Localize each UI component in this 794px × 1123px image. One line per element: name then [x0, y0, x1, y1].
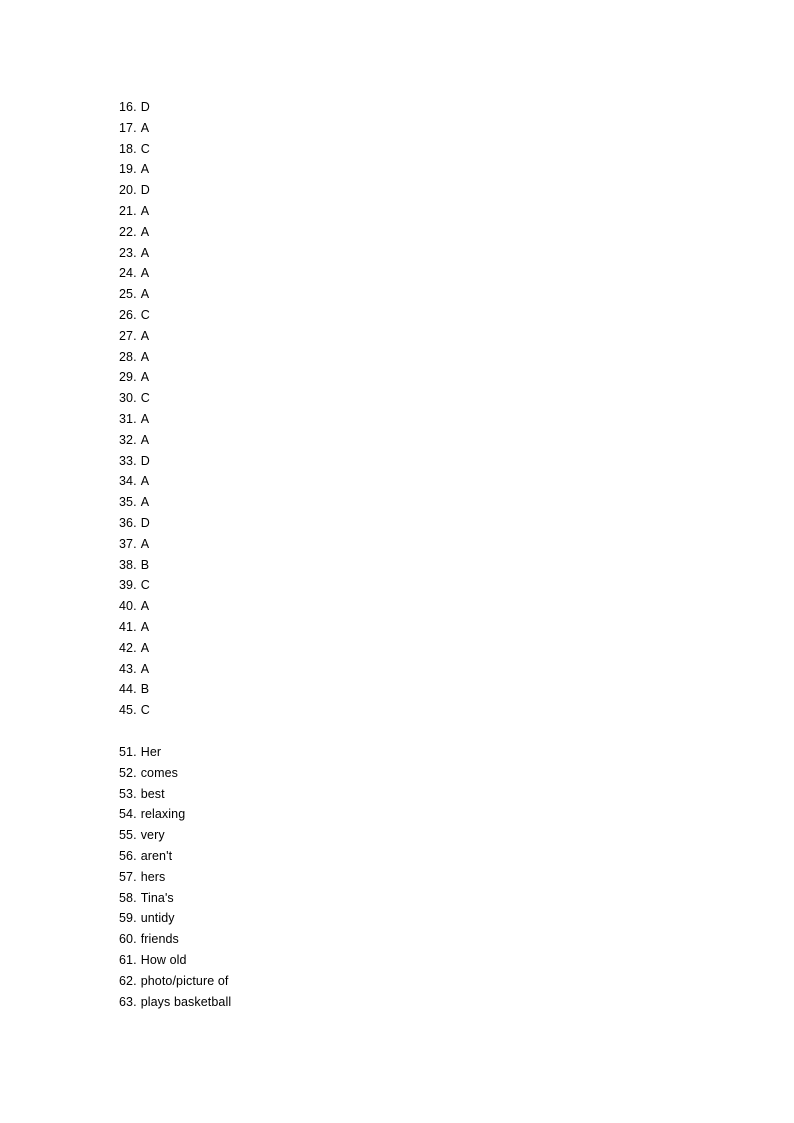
answer-text: C: [140, 703, 150, 718]
answer-number: 22.: [119, 224, 137, 239]
answer-number: 31.: [119, 411, 137, 426]
answer-text: hers: [140, 869, 166, 884]
answer-text: B: [140, 557, 150, 572]
answer-item: [119, 763, 231, 784]
answer-number: 26.: [119, 307, 137, 322]
answer-number: 63.: [119, 994, 137, 1009]
answer-number: 42.: [119, 640, 137, 655]
answer-item: [119, 700, 150, 721]
answer-number: 53.: [119, 786, 137, 801]
answer-item: [119, 222, 150, 243]
answer-text: Tina's: [140, 890, 174, 905]
answer-text: Her: [140, 745, 162, 759]
answer-item: [119, 263, 150, 284]
answer-text: best: [140, 786, 165, 801]
answer-text: A: [140, 224, 150, 239]
answer-text: D: [140, 515, 150, 530]
answer-number: 21.: [119, 203, 137, 218]
answer-item: [119, 804, 231, 825]
answer-item: [119, 617, 150, 638]
answer-item: [119, 471, 150, 492]
answer-text: C: [140, 307, 150, 322]
answer-item: [119, 243, 150, 264]
answer-item: [119, 971, 231, 992]
answer-item: [119, 784, 231, 805]
answer-item: [119, 388, 150, 409]
multiple-choice-answer-list: [119, 97, 150, 721]
answer-number: 57.: [119, 869, 137, 884]
answer-item: [119, 430, 150, 451]
answer-number: 41.: [119, 619, 137, 634]
answer-number: 20.: [119, 183, 137, 198]
answer-text: C: [140, 141, 150, 156]
answer-number: 37.: [119, 536, 137, 551]
answer-number: 59.: [119, 911, 137, 926]
answer-item: [119, 284, 150, 305]
answer-text: A: [140, 599, 150, 614]
answer-text: C: [140, 578, 150, 593]
answer-number: 55.: [119, 828, 137, 843]
answer-item: [119, 367, 150, 388]
answer-text: A: [140, 245, 150, 260]
answer-number: 43.: [119, 661, 137, 676]
answer-item: [119, 825, 231, 846]
answer-number: 34.: [119, 474, 137, 489]
answer-number: 17.: [119, 120, 137, 135]
answer-text: relaxing: [140, 807, 186, 822]
answer-item: [119, 846, 231, 867]
answer-number: 56.: [119, 848, 137, 863]
answer-item: [119, 992, 231, 1013]
answer-text: B: [140, 682, 150, 697]
answer-text: friends: [140, 932, 179, 947]
answer-text: How old: [140, 952, 187, 967]
answer-item: [119, 201, 150, 222]
answer-item: [119, 347, 150, 368]
answer-number: 51.: [119, 745, 137, 759]
answer-text: A: [140, 266, 150, 281]
answer-number: 62.: [119, 973, 137, 988]
answer-text: D: [140, 453, 150, 468]
answer-item: [119, 596, 150, 617]
answer-text: A: [140, 287, 150, 302]
answer-number: 58.: [119, 890, 137, 905]
answer-item: [119, 409, 150, 430]
answer-item: [119, 929, 231, 950]
answer-number: 61.: [119, 952, 137, 967]
answer-text: photo/picture of: [140, 973, 229, 988]
answer-text: aren't: [140, 848, 173, 863]
answer-text: D: [140, 100, 150, 114]
answer-text: plays basketball: [140, 994, 232, 1009]
answer-item: [119, 534, 150, 555]
answer-text: A: [140, 619, 150, 634]
answer-item: [119, 555, 150, 576]
answer-item: [119, 950, 231, 971]
answer-text: D: [140, 183, 150, 198]
answer-item: [119, 118, 150, 139]
answer-text: A: [140, 328, 150, 343]
answer-number: 25.: [119, 287, 137, 302]
answer-text: A: [140, 203, 150, 218]
answer-item: [119, 867, 231, 888]
answer-number: 30.: [119, 391, 137, 406]
answer-text: A: [140, 432, 150, 447]
answer-item: [119, 139, 150, 160]
answer-number: 28.: [119, 349, 137, 364]
answer-item: [119, 888, 231, 909]
answer-text: A: [140, 640, 150, 655]
answer-number: 44.: [119, 682, 137, 697]
answer-text: A: [140, 120, 150, 135]
answer-number: 38.: [119, 557, 137, 572]
answer-number: 16.: [119, 100, 137, 114]
answer-number: 60.: [119, 932, 137, 947]
answer-text: A: [140, 474, 150, 489]
answer-number: 35.: [119, 495, 137, 510]
answer-text: A: [140, 370, 150, 385]
answer-number: 29.: [119, 370, 137, 385]
answer-number: 24.: [119, 266, 137, 281]
answer-item: [119, 492, 150, 513]
answer-text: A: [140, 411, 150, 426]
answer-number: 54.: [119, 807, 137, 822]
answer-item: [119, 451, 150, 472]
answer-text: A: [140, 349, 150, 364]
answer-text: A: [140, 661, 150, 676]
answer-number: 45.: [119, 703, 137, 718]
answer-text: untidy: [140, 911, 175, 926]
answer-number: 36.: [119, 515, 137, 530]
answer-text: A: [140, 162, 150, 177]
answer-item: [119, 513, 150, 534]
answer-item: [119, 742, 231, 763]
answer-text: A: [140, 495, 150, 510]
answer-text: A: [140, 536, 150, 551]
answer-item: [119, 305, 150, 326]
answer-item: [119, 908, 231, 929]
answer-item: [119, 180, 150, 201]
answer-item: [119, 659, 150, 680]
answer-number: 27.: [119, 328, 137, 343]
answer-item: [119, 326, 150, 347]
answer-item: [119, 679, 150, 700]
answer-text: comes: [140, 765, 179, 780]
answer-number: 32.: [119, 432, 137, 447]
word-answer-list: [119, 742, 231, 1012]
answer-text: very: [140, 828, 165, 843]
answer-number: 39.: [119, 578, 137, 593]
answer-item: [119, 159, 150, 180]
answer-item: [119, 575, 150, 596]
answer-text: C: [140, 391, 150, 406]
answer-number: 18.: [119, 141, 137, 156]
answer-number: 19.: [119, 162, 137, 177]
answer-number: 52.: [119, 765, 137, 780]
answer-number: 33.: [119, 453, 137, 468]
answer-number: 40.: [119, 599, 137, 614]
answer-item: [119, 638, 150, 659]
answer-number: 23.: [119, 245, 137, 260]
answer-item: [119, 97, 150, 118]
